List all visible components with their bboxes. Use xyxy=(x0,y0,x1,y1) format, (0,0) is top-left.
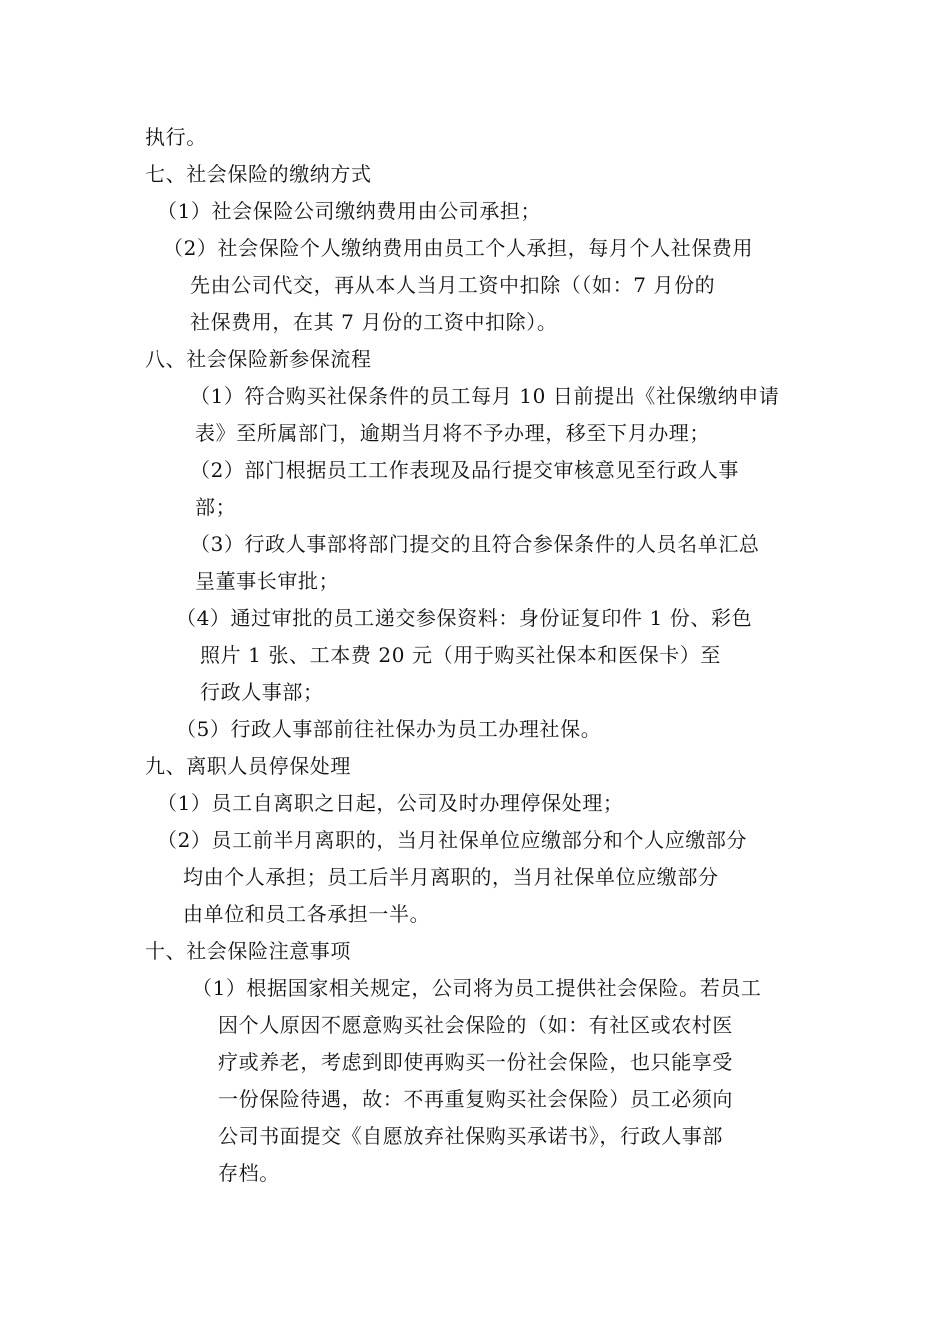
section-9-item-2-cont-2: 由单位和员工各承担一半。 xyxy=(183,902,431,926)
section-10-item-1-cont-4: 公司书面提交《自愿放弃社保购买承诺书》，行政人事部 xyxy=(218,1124,723,1148)
section-8-item-1: （1）符合购买社保条件的员工每月 10 日前提出《社保缴纳申请 xyxy=(190,384,780,408)
section-10-item-1-cont-1: 因个人原因不愿意购买社会保险的（如：有社区或农村医 xyxy=(218,1013,733,1037)
section-10-item-1-cont-2: 疗或养老，考虑到即使再购买一份社会保险，也只能享受 xyxy=(218,1050,733,1074)
section-9-item-1: （1）员工自离职之日起，公司及时办理停保处理； xyxy=(157,791,624,815)
section-8-item-2-cont: 部； xyxy=(195,495,237,519)
section-7-item-1: （1）社会保险公司缴纳费用由公司承担； xyxy=(157,199,542,223)
section-10-item-1-cont-5: 存档。 xyxy=(218,1161,280,1185)
section-9-item-2: （2）员工前半月离职的，当月社保单位应缴部分和个人应缴部分 xyxy=(157,828,748,852)
section-8-item-3-cont: 呈董事长审批； xyxy=(195,569,340,593)
section-8-item-5: （5）行政人事部前往社保办为员工办理社保。 xyxy=(176,717,602,741)
text-line-continuation: 执行。 xyxy=(145,125,207,149)
section-8-item-2: （2）部门根据员工工作表现及品行提交审核意见至行政人事 xyxy=(190,458,739,482)
section-8-item-3: （3）行政人事部将部门提交的且符合参保条件的人员名单汇总 xyxy=(190,532,760,556)
section-heading-10: 十、社会保险注意事项 xyxy=(145,939,351,963)
section-8-item-4-cont-1: 照片 1 张、工本费 20 元（用于购买社保本和医保卡）至 xyxy=(200,643,722,667)
section-8-item-4-cont-2: 行政人事部； xyxy=(200,680,324,704)
section-7-item-2: （2）社会保险个人缴纳费用由员工个人承担，每月个人社保费用 xyxy=(163,236,754,260)
section-9-item-2-cont-1: 均由个人承担；员工后半月离职的，当月社保单位应缴部分 xyxy=(183,865,719,889)
section-7-item-2-cont-2: 社保费用，在其 7 月份的工资中扣除）。 xyxy=(190,310,558,334)
section-heading-7: 七、社会保险的缴纳方式 xyxy=(145,162,372,186)
section-10-item-1-cont-3: 一份保险待遇，故：不再重复购买社会保险）员工必须向 xyxy=(218,1087,733,1111)
section-heading-9: 九、离职人员停保处理 xyxy=(145,754,351,778)
section-8-item-4: （4）通过审批的员工递交参保资料：身份证复印件 1 份、彩色 xyxy=(176,606,753,630)
section-10-item-1: （1）根据国家相关规定，公司将为员工提供社会保险。若员工 xyxy=(192,976,762,1000)
section-heading-8: 八、社会保险新参保流程 xyxy=(145,347,372,371)
section-8-item-1-cont: 表》至所属部门，逾期当月将不予办理，移至下月办理； xyxy=(195,421,710,445)
section-7-item-2-cont-1: 先由公司代交，再从本人当月工资中扣除（（如：7 月份的 xyxy=(190,273,716,297)
